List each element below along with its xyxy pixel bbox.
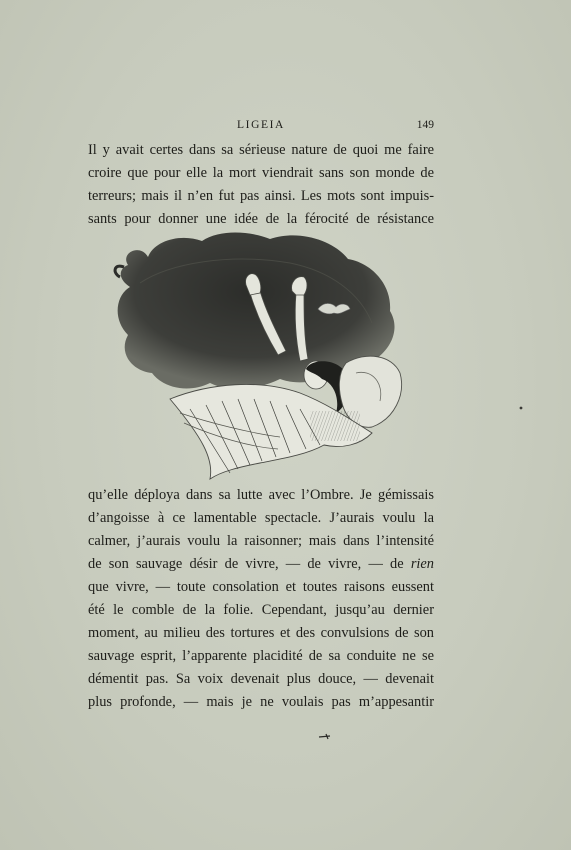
text-line: moment, au milieu des tortures et des convulsions de son <box>88 625 434 641</box>
text-line: d’angoisse à ce lamentable spectacle. J’aurais voulu la <box>88 510 434 526</box>
text-line: démentit pas. Sa voix devenait plus douce, — devenait <box>88 671 434 687</box>
text-line: été le comble de la folie. Cependant, jusqu’au dernier <box>88 602 434 618</box>
text-line: calmer, j’aurais voulu la raisonner; mais dans l’intensité <box>88 533 434 549</box>
ink-speck <box>318 733 332 741</box>
text-line: terreurs; mais il n’en fut pas ainsi. Les mots sont impuis- <box>88 188 434 204</box>
running-head <box>88 119 434 135</box>
text-line: sauvage esprit, l’apparente placidité de sa conduite ne se <box>88 648 434 664</box>
paragraph-bottom <box>88 484 434 714</box>
text-line: sants pour donner une idée de la férocité de résistance <box>88 211 434 227</box>
text-line: que vivre, — toute consolation et toutes raisons eussent <box>88 579 434 595</box>
text-line-with-italic <box>88 553 434 576</box>
running-title: LIGEIA <box>237 119 285 131</box>
text-line: plus profonde, — mais je ne voulais pas m’appesantir <box>88 694 434 710</box>
engraving-woman-reaching-into-darkness-icon <box>110 223 410 485</box>
page-number: 149 <box>416 119 434 131</box>
paragraph-top <box>88 139 434 231</box>
hatch-shade <box>310 411 360 441</box>
text-line: Il y avait certes dans sa sérieuse nature de quoi me faire <box>88 142 434 158</box>
ink-speck <box>518 404 524 412</box>
text-fragment: de son sauvage désir de vivre, — de vivre, — de <box>88 556 411 572</box>
text-line: croire que pour elle la mort viendrait sans son monde de <box>88 165 434 181</box>
italic-word: rien <box>410 556 434 572</box>
text-line: qu’elle déploya dans sa lutte avec l’Ombre. Je gémissais <box>88 487 434 503</box>
